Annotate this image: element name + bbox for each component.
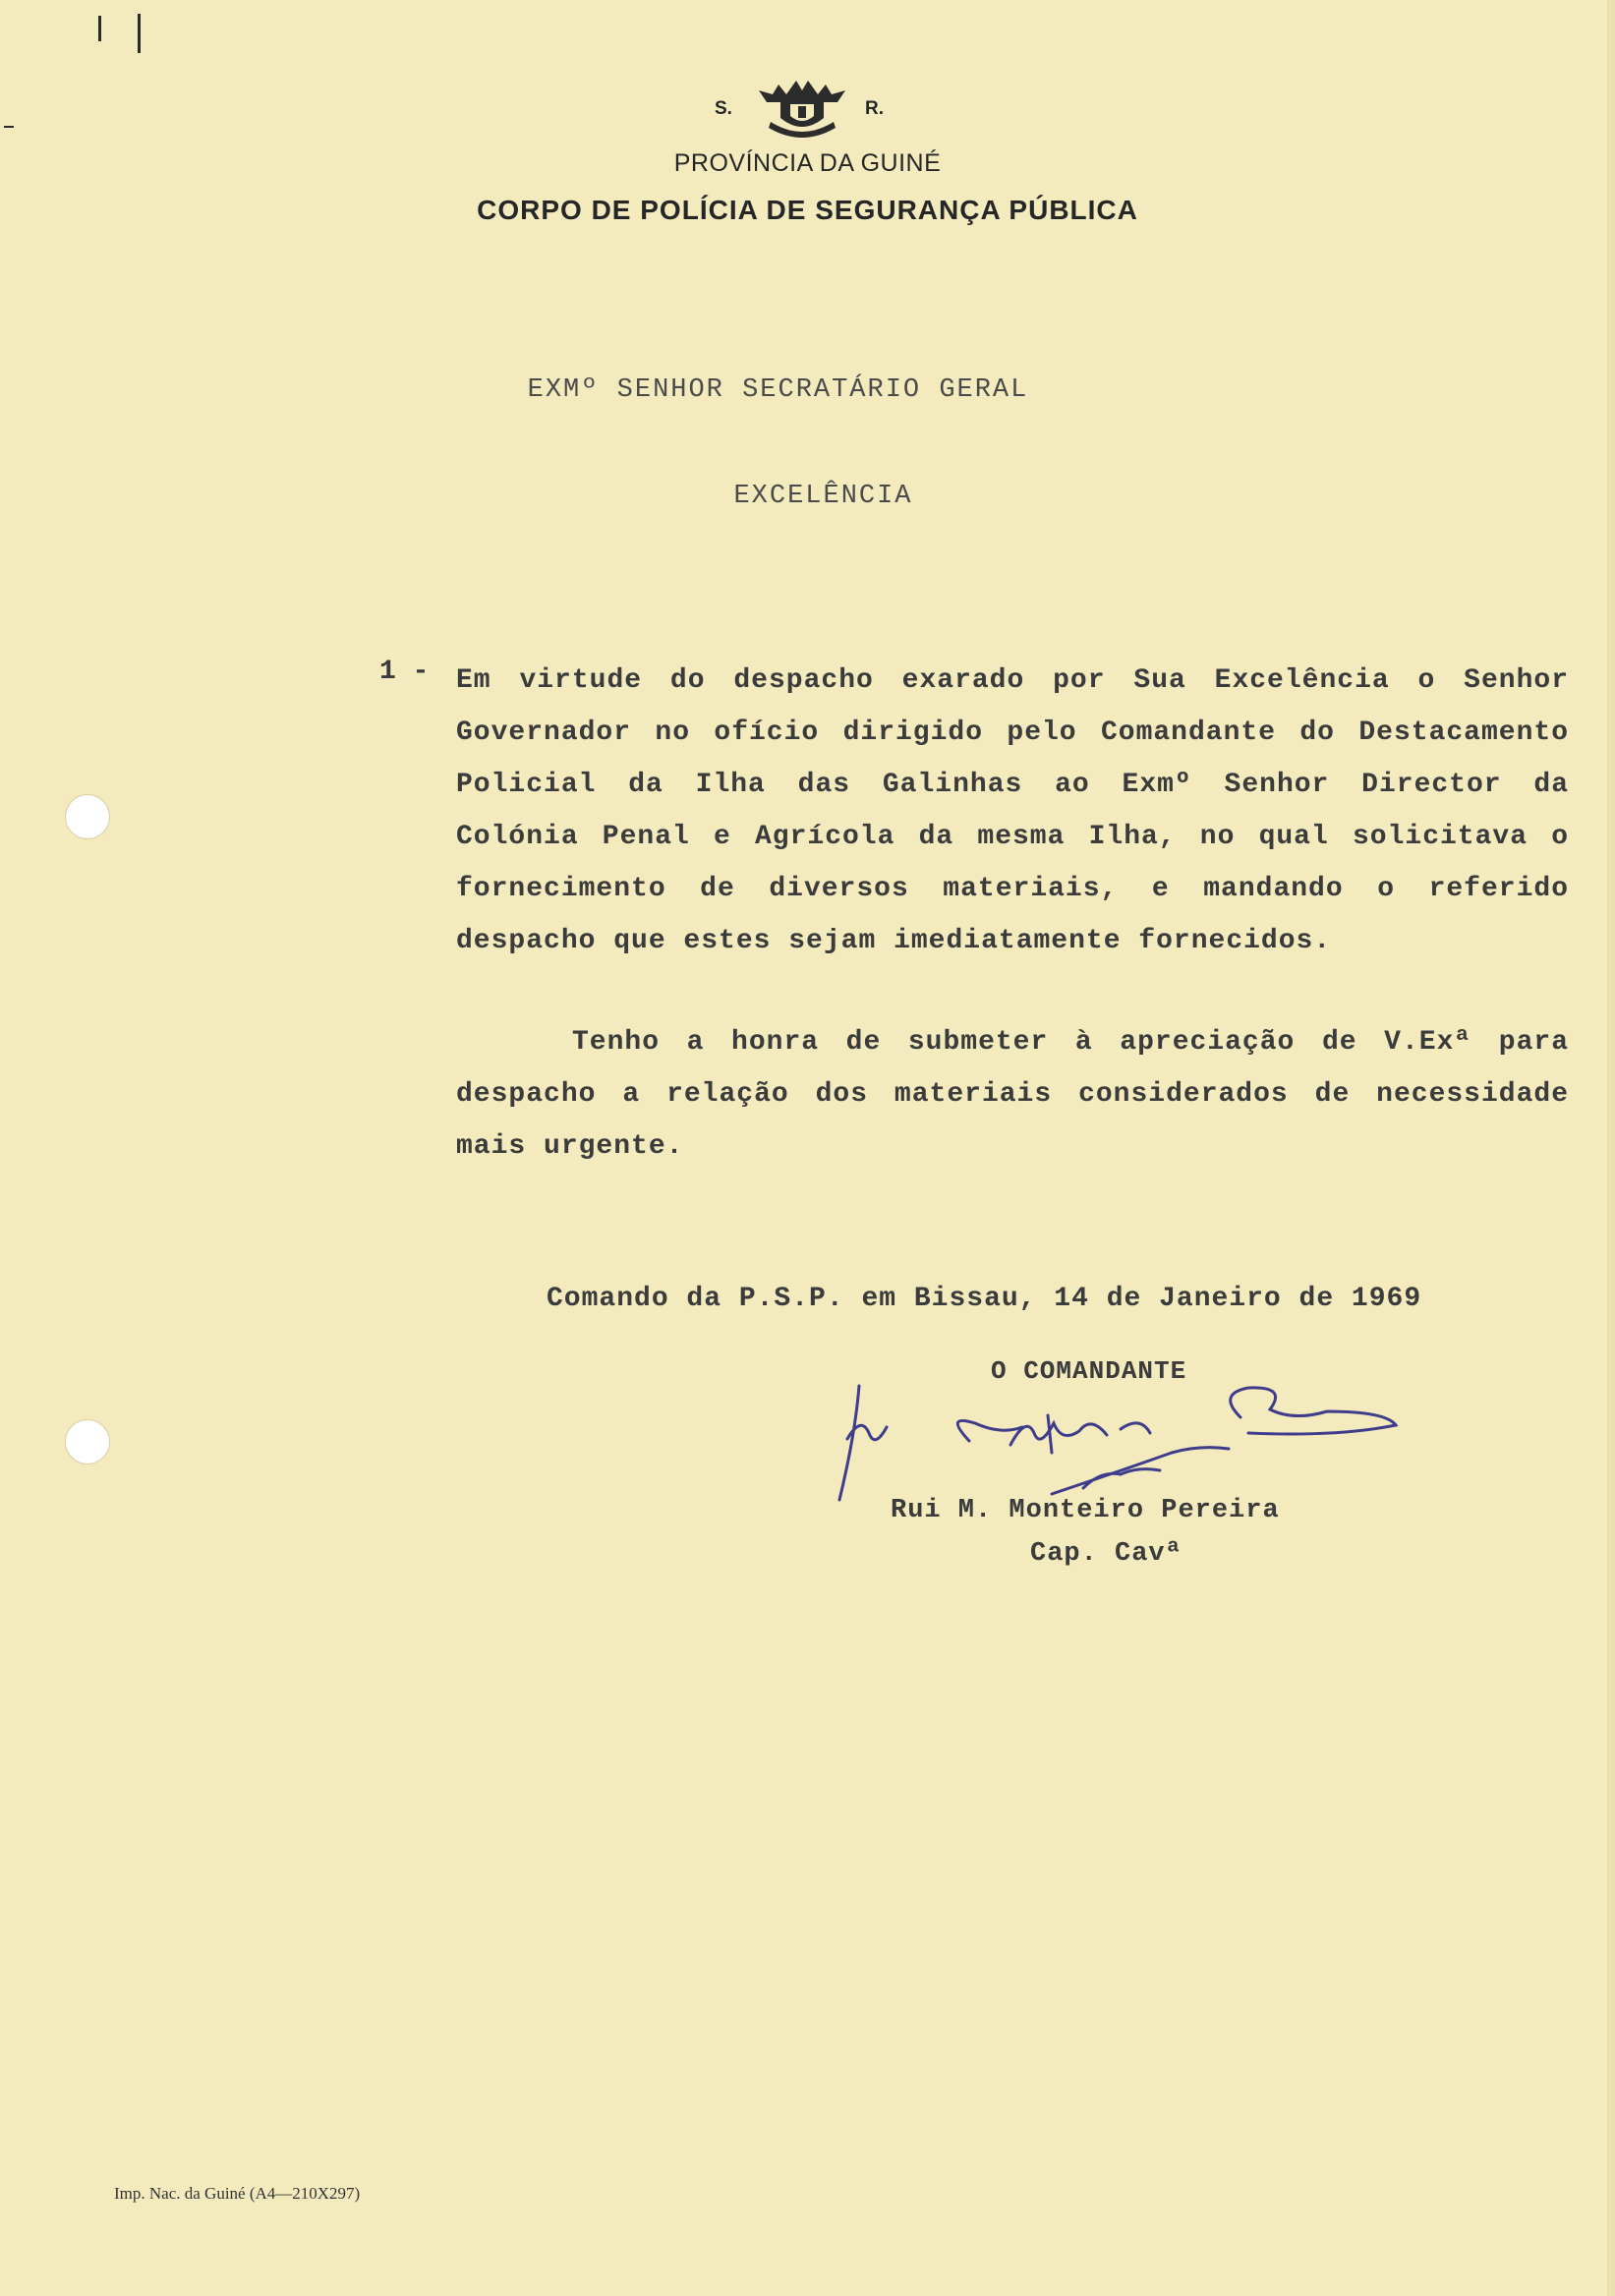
punch-hole [65,794,110,839]
margin-mark [98,16,101,41]
coat-of-arms-icon [757,79,847,138]
letterhead-initial-right: R. [865,98,884,119]
letterhead-initial-left: S. [715,98,732,119]
province-heading: PROVÍNCIA DA GUINÉ [673,149,942,177]
printer-imprint: Imp. Nac. da Guiné (A4—210X297) [114,2184,361,2203]
letterhead-crest-row [0,79,1615,138]
body-paragraph-1: Em virtude do despacho exarado por Sua Excelência o Senhor Governador no ofício dirigido pelo Comandante do Destacamento Policial da Ilha das Galinhas ao Exmº Senhor Director da Colónia Penal e Agrícola da mesma Ilha, no qual solicitava o fornecimento de diversos materiais, e mandando o referido despacho que estes sejam imediatamente fornecidos. [456,665,1569,956]
organization-heading: CORPO DE POLÍCIA DE SEGURANÇA PÚBLICA [477,195,1138,225]
addressee-line: EXMº SENHOR SECRATÁRIO GERAL [527,375,1029,405]
signatory-name: Rui M. Monteiro Pereira [891,1496,1280,1525]
signatory-rank: Cap. Cavª [1030,1539,1182,1569]
punch-hole [65,1419,110,1464]
greeting-line: EXCELÊNCIA [733,482,913,511]
place-date-line: Comando da P.S.P. em Bissau, 14 de Janeiro de 1969 [547,1284,1422,1314]
paper-edge [1607,0,1615,2296]
signatory-title: O COMANDANTE [991,1356,1187,1386]
paragraph-number: 1 - [379,657,430,687]
margin-mark [138,14,141,53]
body-paragraph-2: Tenho a honra de submeter à apreciação de V.Exª para despacho a relação dos materiais considerados de necessidade mais urgente. [456,1027,1569,1162]
